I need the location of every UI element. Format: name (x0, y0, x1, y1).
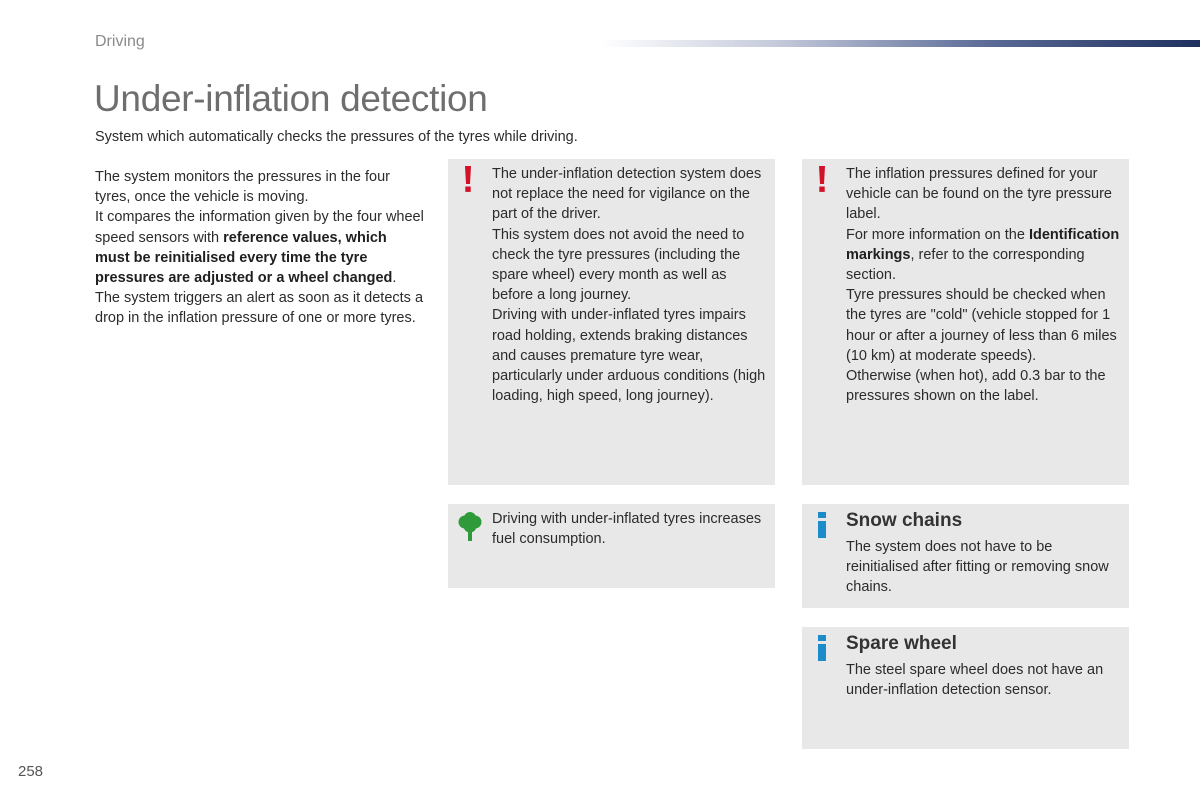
left-paragraph-2-start: It compares the information given by the four wheel speed sensors with (95, 209, 424, 246)
spare-wheel-heading: Spare wheel (846, 633, 957, 654)
warning-box-vigilance-text (492, 164, 767, 406)
warning-2-paragraph-2 (846, 225, 1121, 286)
left-paragraph-2 (95, 207, 425, 288)
eco-text: Driving with under-inflated tyres increases fuel consumption. (492, 511, 762, 548)
warning-box-pressures-text (846, 164, 1121, 406)
snow-chains-content (846, 509, 1121, 598)
warning-1-paragraph-2: This system does not avoid the need to check the tyre pressures (including the spare wheel) every month as well as before a long journey. (492, 226, 745, 304)
page-title: Under-inflation detection (94, 78, 488, 119)
info-box-snow-chains (802, 504, 1129, 608)
spare-wheel-content (846, 632, 1121, 700)
snow-chains-heading: Snow chains (846, 510, 963, 531)
info-box-spare-wheel (802, 627, 1129, 749)
warning-1-paragraph-1: The under-inflation detection system does not replace the need for vigilance on the part of the driver. (492, 166, 762, 223)
spare-wheel-text: The steel spare wheel does not have an under-inflation detection sensor. (846, 662, 1104, 699)
header-bar (600, 40, 1200, 47)
warning-2-paragraph-2-start: For more information on the (846, 226, 1029, 243)
tree-icon (456, 512, 484, 542)
page-number: 258 (18, 763, 44, 780)
intro-text: System which automatically checks the pressures of the tyres while driving. (95, 129, 578, 145)
exclamation-icon (814, 165, 830, 193)
eco-box-text (492, 509, 767, 549)
section-label: Driving (95, 33, 145, 50)
warning-2-paragraph-2-end: , refer to the corresponding section. (846, 246, 1085, 284)
warning-box-vigilance (448, 159, 775, 485)
eco-box (448, 504, 775, 588)
warning-2-paragraph-1: The inflation pressures defined for your vehicle can be found on the tyre pressure label. (846, 166, 1112, 223)
snow-chains-text: The system does not have to be reinitialised after fitting or removing snow chains. (846, 539, 1109, 596)
warning-box-pressures (802, 159, 1129, 485)
identification-markings-reference: Identification markings (846, 226, 1120, 263)
left-paragraph-2-bold: reference values, which must be reinitialised every time the tyre pressures are adjusted or a wheel changed (95, 229, 393, 287)
left-paragraph-3: The system triggers an alert as soon as it detects a drop in the inflation pressure of one or more tyres. (95, 290, 424, 327)
exclamation-icon (460, 165, 476, 193)
warning-2-paragraph-3: Tyre pressures should be checked when the tyres are "cold" (vehicle stopped for 1 hour or after a journey of less than 6 miles (10 km) at moderate speeds). (846, 287, 1117, 364)
warning-1-paragraph-3: Driving with under-inflated tyres impairs road holding, extends braking distances and causes premature tyre wear, particularly under arduous conditions (high loading, high speed, long journey). (492, 307, 766, 405)
left-paragraph-2-end: . (392, 270, 397, 287)
left-column (95, 167, 425, 329)
warning-2-paragraph-4: Otherwise (when hot), add 0.3 bar to the pressures shown on the label. (846, 368, 1106, 405)
info-icon (816, 635, 828, 661)
info-icon (816, 512, 828, 538)
left-paragraph-1: The system monitors the pressures in the four tyres, once the vehicle is moving. (95, 169, 390, 206)
